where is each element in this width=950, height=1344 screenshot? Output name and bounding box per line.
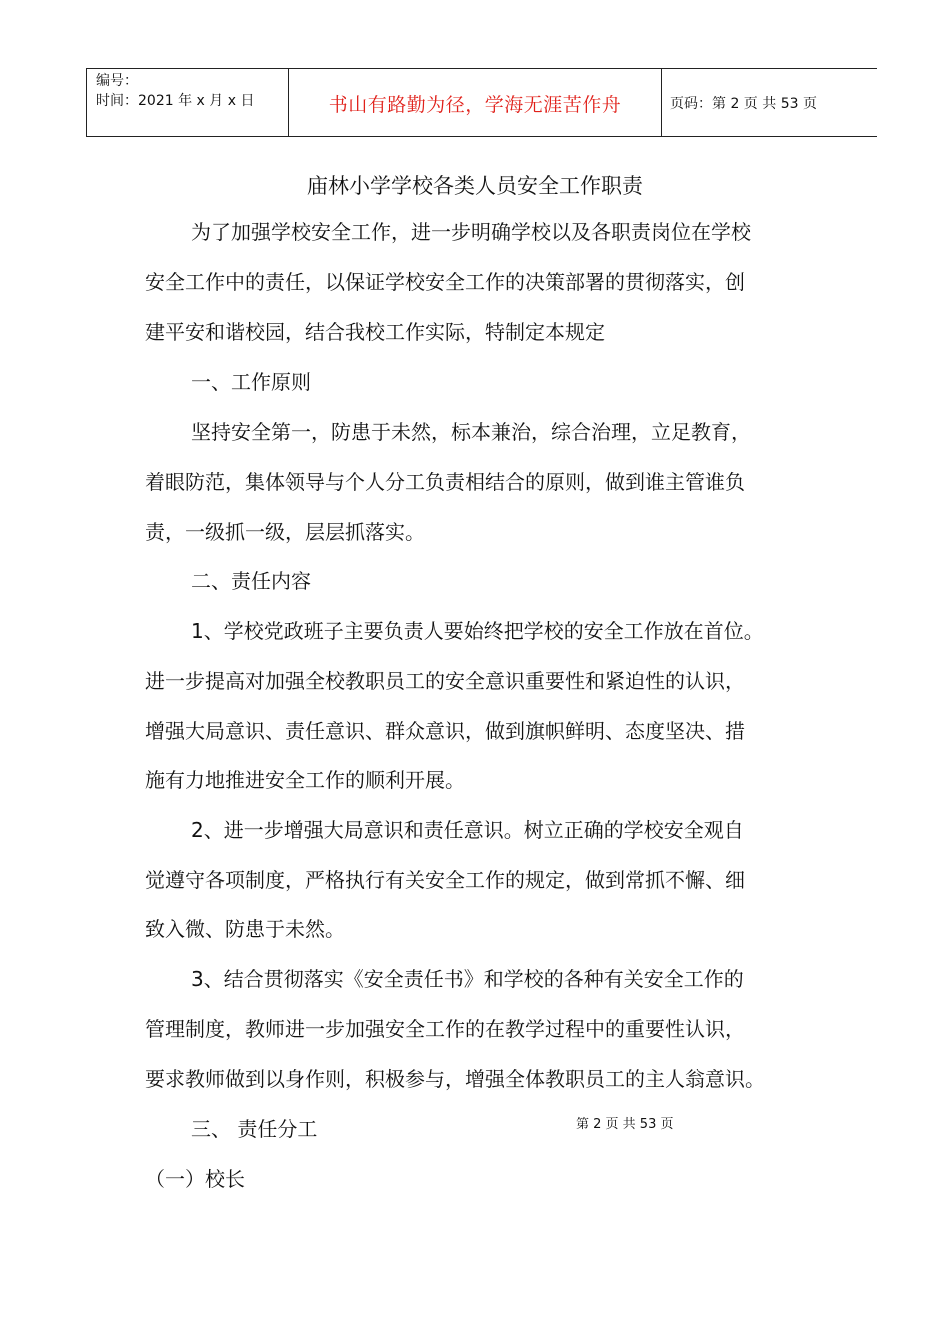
section-heading: 二、责任内容 [191, 569, 311, 593]
section-heading: 一、工作原则 [191, 370, 311, 394]
paragraph-line: 管理制度，教师进一步加强安全工作的在教学过程中的重要性认识， [145, 1017, 745, 1041]
paragraph-line: 3、结合贯彻落实《安全责任书》和学校的各种有关安全工作的 [191, 967, 744, 991]
header-page-cell [662, 69, 877, 136]
header-table [86, 68, 877, 137]
header-motto: 书山有路勤为径，学海无涯苦作舟 [328, 94, 622, 116]
paragraph-line: 为了加强学校安全工作，进一步明确学校以及各职责岗位在学校 [191, 220, 751, 244]
subsection-heading: （一）校长 [145, 1167, 245, 1191]
paragraph-line: 要求教师做到以身作则，积极参与，增强全体教职员工的主人翁意识。 [145, 1067, 765, 1091]
paragraph-line: 进一步提高对加强全校教职员工的安全意识重要性和紧迫性的认识， [145, 669, 745, 693]
paragraph-line: 着眼防范，集体领导与个人分工负责相结合的原则，做到谁主管谁负 [145, 470, 745, 494]
header-motto-cell [289, 69, 662, 136]
header-info-cell [87, 69, 289, 136]
header-page-number: 页码：第 2 页 共 53 页 [670, 96, 817, 112]
paragraph-line: 责，一级抓一级，层层抓落实。 [145, 520, 425, 544]
document-number-label: 编号： [96, 73, 138, 89]
document-time-label: 时间：2021 年 x 月 x 日 [96, 93, 255, 109]
paragraph-line: 觉遵守各项制度，严格执行有关安全工作的规定，做到常抓不懈、细 [145, 868, 745, 892]
paragraph-line: 安全工作中的责任，以保证学校安全工作的决策部署的贯彻落实，创 [145, 270, 745, 294]
paragraph-line: 2、进一步增强大局意识和责任意识。树立正确的学校安全观自 [191, 818, 744, 842]
paragraph-line: 增强大局意识、责任意识、群众意识，做到旗帜鲜明、态度坚决、措 [145, 719, 745, 743]
paragraph-line: 1、学校党政班子主要负责人要始终把学校的安全工作放在首位。 [191, 619, 764, 643]
document-title: 庙林小学学校各类人员安全工作职责 [307, 174, 643, 198]
paragraph-line: 建平安和谐校园，结合我校工作实际，特制定本规定 [145, 320, 605, 344]
footer-page-number: 第 2 页 共 53 页 [576, 1117, 674, 1132]
paragraph-line: 致入微、防患于未然。 [145, 917, 345, 941]
paragraph-line: 施有力地推进安全工作的顺利开展。 [145, 768, 465, 792]
paragraph-line: 坚持安全第一，防患于未然，标本兼治，综合治理，立足教育， [191, 420, 751, 444]
section-heading: 三、 责任分工 [191, 1117, 318, 1141]
